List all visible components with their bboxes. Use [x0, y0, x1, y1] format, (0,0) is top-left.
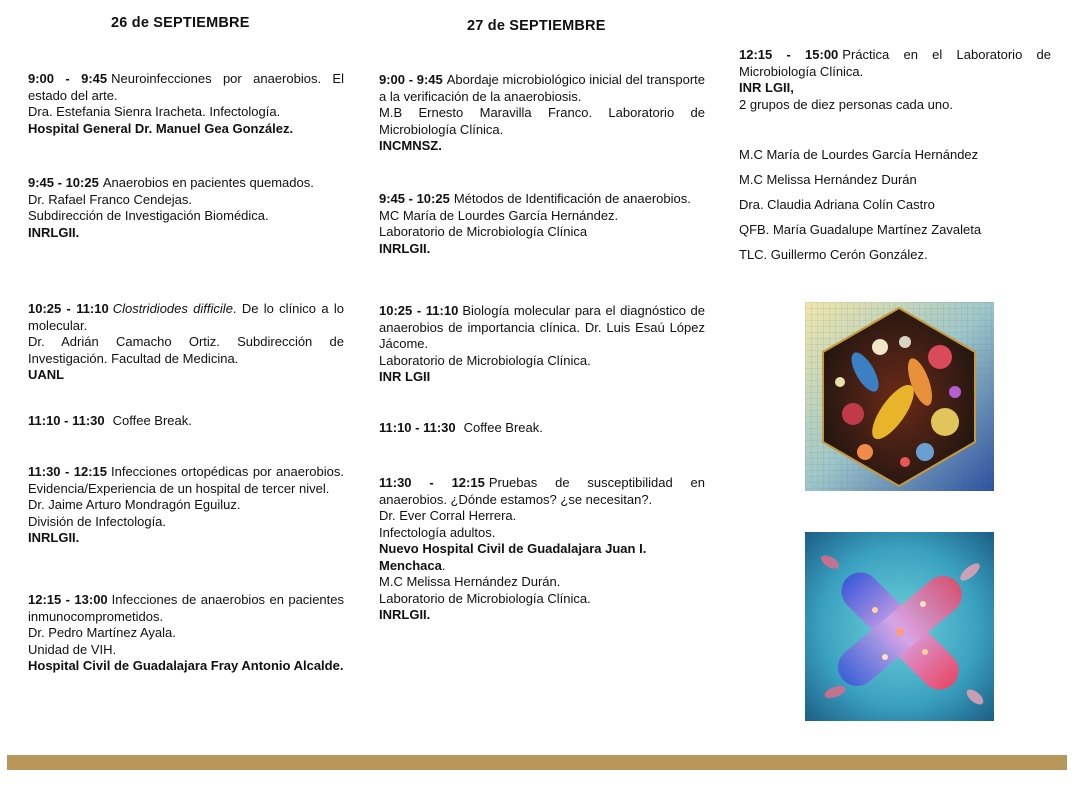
day1-entry-5 — [28, 464, 344, 547]
entry-time: 11:30 - 12:15 — [379, 475, 485, 490]
entry-speaker: Dr. Adrián Camacho Ortiz. Subdirección de Investigación. Facultad de Medicina. — [28, 334, 344, 366]
day2-entry-2 — [379, 191, 705, 257]
practice-institution: INR LGII, — [739, 80, 794, 95]
entry-department-2: Laboratorio de Microbiología Clínica. — [379, 590, 591, 606]
entry-department: Infectología adultos. — [379, 524, 496, 540]
entry-department: Laboratorio de Microbiología Clínica. — [379, 352, 591, 368]
day1-entry-6 — [28, 592, 344, 675]
entry-institution: INCMNSZ. — [379, 138, 442, 153]
entry-time: 11:10 - 11:30 — [28, 413, 105, 428]
footer-bar — [7, 755, 1067, 770]
entry-department: Laboratorio de Microbiología Clínica — [379, 224, 588, 239]
entry-time: 9:45 - 10:25 — [28, 175, 99, 190]
entry-title: Abordaje microbiológico inicial del transporte a la verificación de la anaerobiosis. — [379, 72, 706, 104]
day1-entry-2 — [28, 175, 344, 241]
entry-time: 12:15 - 13:00 — [28, 592, 108, 607]
entry-title: Métodos de Identificación de anaerobios. — [453, 191, 691, 206]
entry-department: División de Infectología. — [28, 513, 167, 529]
entry-institution: INR LGII — [379, 369, 431, 384]
entry-speaker: Dr. Ever Corral Herrera. — [379, 508, 517, 523]
entry-institution: INRLGII. — [28, 530, 80, 545]
entry-institution: INRLGII. — [379, 240, 431, 256]
instructor-name: M.C Melissa Hernández Durán — [739, 172, 917, 187]
entry-speaker: Dr. Rafael Franco Cendejas. — [28, 191, 193, 207]
entry-title: . De lo clínico a lo molecular. — [28, 301, 344, 333]
day2-entry-4 — [379, 420, 705, 437]
entry-speaker: Dra. Estefania Sienra Iracheta. Infectología. — [28, 104, 281, 119]
entry-institution: Hospital Civil de Guadalajara Fray Antonio Alcalde. — [28, 658, 344, 673]
entry-title: Anaerobios en pacientes quemados. — [102, 175, 314, 190]
day1-title: 26 de SEPTIEMBRE — [111, 15, 250, 31]
entry-speaker: Dr. Jaime Arturo Mondragón Eguiluz. — [28, 497, 241, 512]
entry-time: 11:30 - 12:15 — [28, 464, 107, 479]
entry-title: Biología molecular para el diagnóstico de anaerobios de importancia clínica. Dr. Luis Esaú López Jácome. — [379, 303, 705, 351]
instructor-name: TLC. Guillermo Cerón González. — [739, 247, 928, 262]
entry-title-italic: Clostridiodes difficile — [112, 301, 233, 316]
entry-time: 9:45 - 10:25 — [379, 191, 450, 206]
practice-entry — [739, 47, 1051, 113]
day2-entry-1 — [379, 72, 705, 155]
instructor-name: Dra. Claudia Adriana Colín Castro — [739, 197, 935, 212]
day1-entry-4 — [28, 413, 344, 430]
entry-institution: UANL — [28, 367, 65, 382]
day2-entry-5 — [379, 475, 705, 624]
entry-title: Coffee Break. — [463, 420, 543, 435]
practice-title: Práctica en el Laboratorio de Microbiología Clínica. — [739, 47, 1051, 79]
entry-speaker: MC María de Lourdes García Hernández. — [379, 207, 619, 223]
entry-institution: INRLGII. — [379, 607, 431, 622]
entry-institution: Hospital General Dr. Manuel Gea González. — [28, 120, 294, 136]
day1-entry-3 — [28, 301, 344, 384]
entry-time: 10:25 - 11:10 — [379, 303, 459, 318]
practice-groups: 2 grupos de diez personas cada uno. — [739, 96, 953, 112]
entry-title: Coffee Break. — [112, 413, 192, 428]
entry-time: 9:00 - 9:45 — [379, 72, 443, 87]
entry-title: Infecciones de anaerobios en pacientes inmunocomprometidos. — [28, 592, 344, 624]
entry-department: Unidad de VIH. — [28, 641, 117, 657]
entry-title: Infecciones ortopédicas por anaerobios. Evidencia/Experiencia de un hospital de tercer nivel. — [28, 464, 344, 496]
instructor-list — [739, 147, 981, 272]
day2-title: 27 de SEPTIEMBRE — [467, 18, 606, 34]
microorganisms-illustration — [805, 302, 994, 491]
entry-title: Pruebas de susceptibilidad en anaerobios. ¿Dónde estamos? ¿se necesitan?. — [379, 475, 705, 507]
entry-speaker: M.B Ernesto Maravilla Franco. Laboratorio de Microbiología Clínica. — [379, 105, 705, 137]
entry-time: 10:25 - 11:10 — [28, 301, 109, 316]
entry-speaker-2: M.C Melissa Hernández Durán. — [379, 574, 561, 589]
entry-time: 9:00 - 9:45 — [28, 71, 108, 86]
day1-entry-1 — [28, 71, 344, 137]
practice-time: 12:15 - 15:00 — [739, 47, 839, 62]
entry-department: Subdirección de Investigación Biomédica. — [28, 208, 269, 223]
instructor-name: QFB. María Guadalupe Martínez Zavaleta — [739, 222, 982, 237]
bacilli-illustration — [805, 532, 994, 721]
entry-title: Neuroinfecciones por anaerobios. El estado del arte. — [28, 71, 344, 103]
day2-entry-3 — [379, 303, 705, 386]
entry-time: 11:10 - 11:30 — [379, 420, 456, 435]
instructor-name: M.C María de Lourdes García Hernández — [739, 147, 979, 162]
entry-institution-mid: Nuevo Hospital Civil de Guadalajara Juan I. Menchaca. — [379, 541, 647, 573]
entry-speaker: Dr. Pedro Martínez Ayala. — [28, 625, 176, 640]
entry-institution: INRLGII. — [28, 224, 80, 240]
